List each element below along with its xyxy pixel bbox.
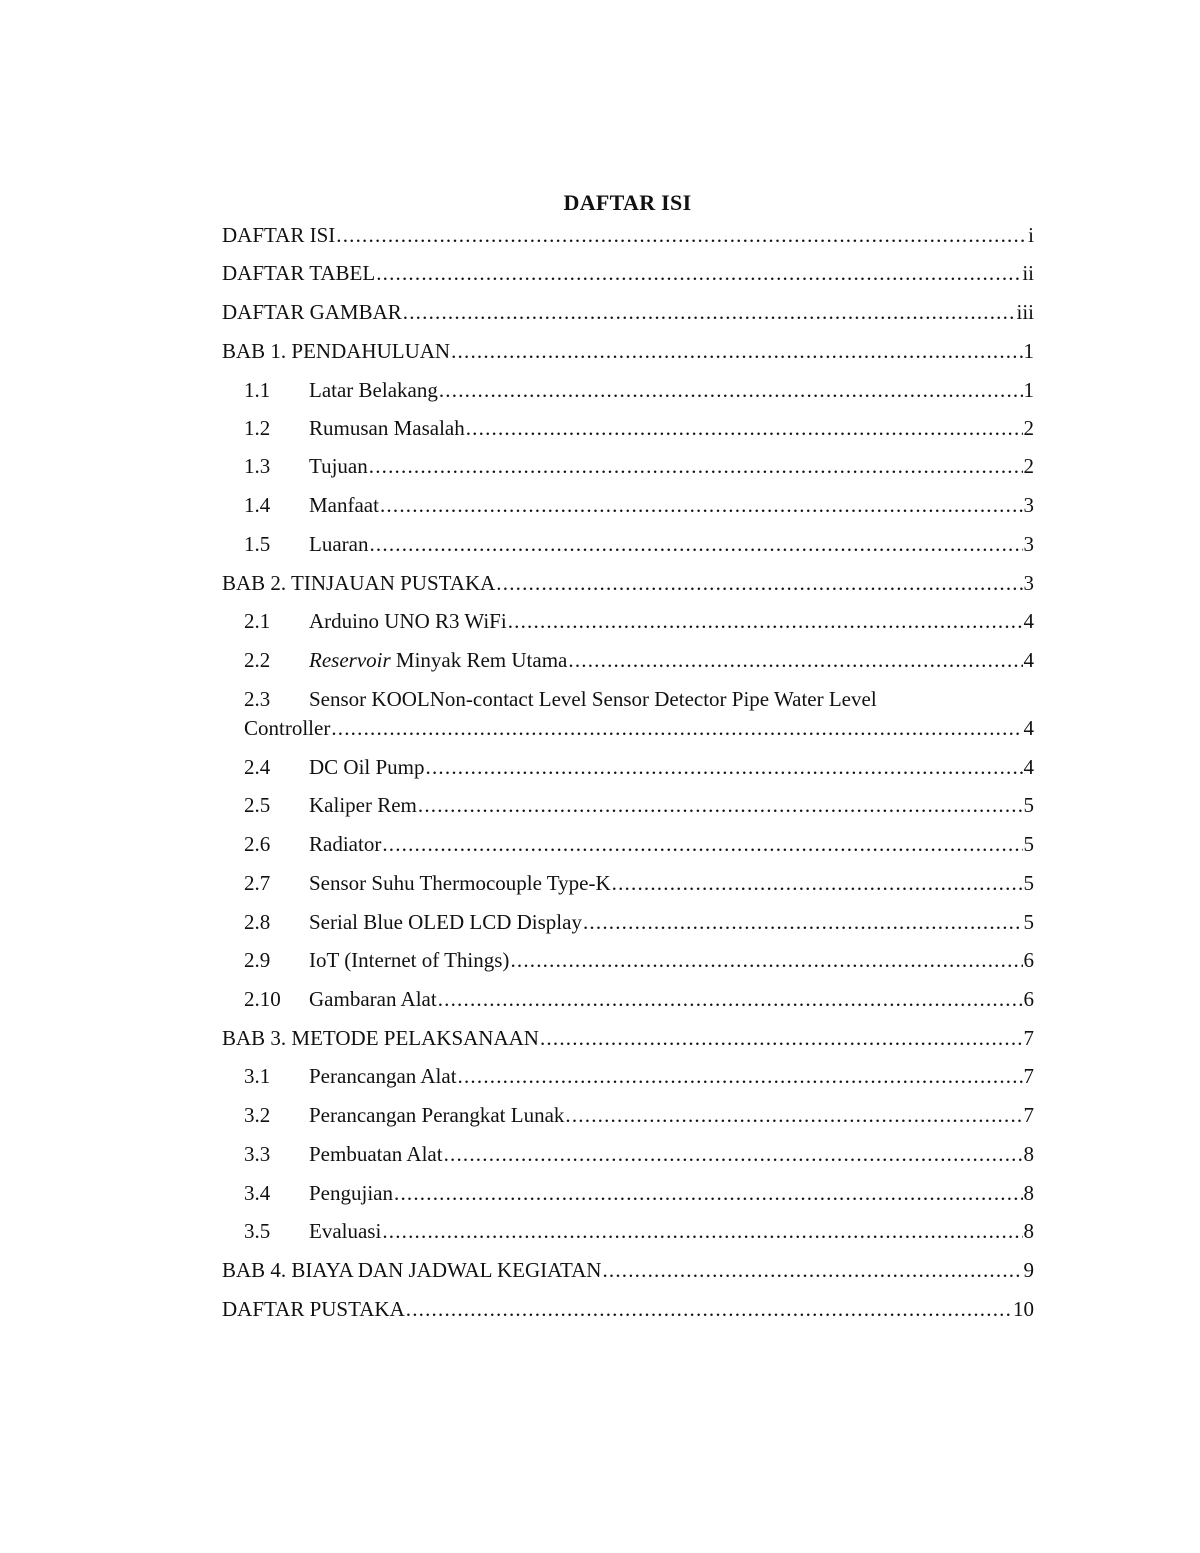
toc-entry-label: Sensor Suhu Thermocouple Type-K bbox=[309, 871, 611, 895]
toc-entry-2-8[interactable] bbox=[244, 908, 1034, 936]
toc-entry-daftar-pustaka[interactable] bbox=[222, 1295, 1034, 1323]
toc-entry-2-3-line1[interactable] bbox=[244, 685, 877, 713]
leader-dots bbox=[583, 908, 1023, 936]
toc-entry-1-1[interactable] bbox=[244, 376, 1034, 404]
toc-page-number: 4 bbox=[1023, 648, 1034, 672]
toc-entry-label: Manfaat bbox=[309, 493, 379, 517]
toc-page-number: 3 bbox=[1023, 493, 1034, 517]
toc-page-number: 3 bbox=[1023, 571, 1034, 595]
toc-page-number: 4 bbox=[1023, 755, 1034, 779]
toc-page-number: i bbox=[1028, 223, 1034, 247]
toc-entry-3-4[interactable] bbox=[244, 1179, 1034, 1207]
leader-dots bbox=[439, 376, 1023, 404]
leader-dots bbox=[496, 569, 1022, 597]
toc-entry-label: Serial Blue OLED LCD Display bbox=[309, 910, 582, 934]
toc-section-number: 1.3 bbox=[244, 454, 271, 478]
toc-entry-label: Pengujian bbox=[309, 1181, 393, 1205]
toc-page-number: 4 bbox=[1023, 716, 1034, 740]
toc-entry-label: Sensor KOOLNon-contact Level Sensor Detector Pipe Water Level bbox=[309, 687, 877, 711]
toc-entry-label: Kaliper Rem bbox=[309, 793, 417, 817]
toc-page-number: 7 bbox=[1023, 1103, 1034, 1127]
toc-entry-2-3-line2[interactable] bbox=[244, 714, 1034, 742]
toc-page-number: 8 bbox=[1023, 1181, 1034, 1205]
toc-section-number: 3.5 bbox=[244, 1219, 271, 1243]
leader-dots bbox=[376, 259, 1021, 287]
toc-section-number: 2.5 bbox=[244, 793, 271, 817]
leader-dots bbox=[426, 753, 1023, 781]
toc-page-number: 5 bbox=[1023, 910, 1034, 934]
leader-dots bbox=[418, 791, 1023, 819]
leader-dots bbox=[565, 1101, 1022, 1129]
toc-entry-3-5[interactable] bbox=[244, 1217, 1034, 1245]
toc-entry-bab-2[interactable] bbox=[222, 569, 1034, 597]
toc-entry-2-2[interactable] bbox=[244, 646, 1034, 674]
toc-page-number: 8 bbox=[1023, 1219, 1034, 1243]
toc-section-number: 2.1 bbox=[244, 609, 271, 633]
leader-dots bbox=[331, 714, 1022, 742]
leader-dots bbox=[612, 869, 1023, 897]
toc-entry-2-7[interactable] bbox=[244, 869, 1034, 897]
toc-entry-2-6[interactable] bbox=[244, 830, 1034, 858]
toc-entry-daftar-gambar[interactable] bbox=[222, 298, 1034, 326]
toc-entry-label: BAB 2. TINJAUAN PUSTAKA bbox=[222, 571, 496, 595]
leader-dots bbox=[382, 1217, 1022, 1245]
toc-page-number: 7 bbox=[1023, 1026, 1034, 1050]
leader-dots bbox=[444, 1140, 1023, 1168]
toc-entry-1-5[interactable] bbox=[244, 530, 1034, 558]
toc-entry-label: Luaran bbox=[309, 532, 369, 556]
toc-entry-label: Rumusan Masalah bbox=[309, 416, 465, 440]
toc-entry-label bbox=[309, 646, 567, 674]
leader-dots bbox=[508, 607, 1023, 635]
toc-section-number: 2.2 bbox=[244, 648, 271, 672]
toc-entry-label: Gambaran Alat bbox=[309, 987, 437, 1011]
toc-entry-label: BAB 4. BIAYA DAN JADWAL KEGIATAN bbox=[222, 1258, 602, 1282]
leader-dots bbox=[438, 985, 1023, 1013]
toc-entry-label: IoT (Internet of Things) bbox=[309, 948, 510, 972]
toc-section-number: 2.7 bbox=[244, 871, 271, 895]
toc-section-number: 1.5 bbox=[244, 532, 271, 556]
toc-entry-label: Tujuan bbox=[309, 454, 368, 478]
toc-entry-2-4[interactable] bbox=[244, 753, 1034, 781]
toc-section-number: 3.2 bbox=[244, 1103, 271, 1127]
toc-page-number: 6 bbox=[1023, 987, 1034, 1011]
toc-entry-label: Arduino UNO R3 WiFi bbox=[309, 609, 507, 633]
toc-page-number: 4 bbox=[1023, 609, 1034, 633]
toc-page-number: 5 bbox=[1023, 793, 1034, 817]
toc-entry-label: DAFTAR ISI bbox=[222, 223, 336, 247]
toc-entry-2-9[interactable] bbox=[244, 946, 1034, 974]
toc-entry-label: Perancangan Perangkat Lunak bbox=[309, 1103, 565, 1127]
toc-entry-1-2[interactable] bbox=[244, 414, 1034, 442]
toc-page-number: 5 bbox=[1023, 832, 1034, 856]
toc-page-number: 2 bbox=[1023, 416, 1034, 440]
toc-page-number: 3 bbox=[1023, 532, 1034, 556]
toc-page-number: 8 bbox=[1023, 1142, 1034, 1166]
leader-dots bbox=[568, 646, 1022, 674]
toc-page-number: 1 bbox=[1023, 378, 1034, 402]
leader-dots bbox=[406, 1295, 1012, 1323]
toc-entry-2-5[interactable] bbox=[244, 791, 1034, 819]
toc-section-number: 3.4 bbox=[244, 1181, 271, 1205]
toc-page-number: 6 bbox=[1023, 948, 1034, 972]
leader-dots bbox=[336, 221, 1027, 249]
toc-section-number: 2.10 bbox=[244, 987, 281, 1011]
toc-page-number: 2 bbox=[1023, 454, 1034, 478]
toc-entry-1-4[interactable] bbox=[244, 491, 1034, 519]
toc-page-number: 10 bbox=[1013, 1297, 1034, 1321]
leader-dots bbox=[510, 946, 1022, 974]
toc-entry-label: BAB 1. PENDAHULUAN bbox=[222, 339, 451, 363]
toc-section-number: 2.9 bbox=[244, 948, 271, 972]
toc-entry-2-10[interactable] bbox=[244, 985, 1034, 1013]
toc-page-number: iii bbox=[1016, 300, 1034, 324]
toc-entry-label: Evaluasi bbox=[309, 1219, 382, 1243]
toc-entry-label-continued: Controller bbox=[244, 716, 331, 740]
leader-dots bbox=[380, 491, 1023, 519]
leader-dots bbox=[369, 530, 1022, 558]
toc-entry-bab-1[interactable] bbox=[222, 337, 1034, 365]
toc-entry-label: Perancangan Alat bbox=[309, 1064, 457, 1088]
toc-entry-3-1[interactable] bbox=[244, 1062, 1034, 1090]
toc-section-number: 1.1 bbox=[244, 378, 271, 402]
toc-page-number: 7 bbox=[1023, 1064, 1034, 1088]
toc-section-number: 2.8 bbox=[244, 910, 271, 934]
toc-entry-3-3[interactable] bbox=[244, 1140, 1034, 1168]
toc-section-number: 1.2 bbox=[244, 416, 271, 440]
leader-dots bbox=[369, 452, 1023, 480]
toc-entry-1-3[interactable] bbox=[244, 452, 1034, 480]
toc-entry-label: Radiator bbox=[309, 832, 382, 856]
leader-dots bbox=[466, 414, 1023, 442]
leader-dots bbox=[458, 1062, 1023, 1090]
toc-page-number: 9 bbox=[1023, 1258, 1034, 1282]
toc-page-number: 1 bbox=[1023, 339, 1034, 363]
toc-section-number: 3.1 bbox=[244, 1064, 271, 1088]
toc-entry-label-rest: Minyak Rem Utama bbox=[390, 648, 568, 672]
toc-section-number: 2.3 bbox=[244, 687, 271, 711]
toc-section-number: 3.3 bbox=[244, 1142, 271, 1166]
toc-page-number: 5 bbox=[1023, 871, 1034, 895]
toc-entry-label: Pembuatan Alat bbox=[309, 1142, 443, 1166]
toc-entry-label: BAB 3. METODE PELAKSANAAN bbox=[222, 1026, 539, 1050]
toc-section-number: 2.4 bbox=[244, 755, 271, 779]
toc-entry-bab-3[interactable] bbox=[222, 1024, 1034, 1052]
leader-dots bbox=[451, 337, 1022, 365]
toc-entry-bab-4[interactable] bbox=[222, 1256, 1034, 1284]
toc-section-number: 2.6 bbox=[244, 832, 271, 856]
toc-entry-2-1[interactable] bbox=[244, 607, 1034, 635]
leader-dots bbox=[540, 1024, 1023, 1052]
toc-entry-label: DAFTAR PUSTAKA bbox=[222, 1297, 405, 1321]
leader-dots bbox=[403, 298, 1016, 326]
page-title: DAFTAR ISI bbox=[563, 190, 692, 215]
leader-dots bbox=[382, 830, 1022, 858]
toc-entry-daftar-tabel[interactable] bbox=[222, 259, 1034, 287]
toc-entry-label: DC Oil Pump bbox=[309, 755, 425, 779]
toc-entry-label: Latar Belakang bbox=[309, 378, 438, 402]
leader-dots bbox=[394, 1179, 1023, 1207]
toc-entry-label: DAFTAR GAMBAR bbox=[222, 300, 402, 324]
toc-section-number: 1.4 bbox=[244, 493, 271, 517]
toc-entry-label: DAFTAR TABEL bbox=[222, 261, 376, 285]
toc-entry-label-italic: Reservoir bbox=[309, 648, 391, 672]
toc-entry-daftar-isi[interactable] bbox=[222, 221, 1034, 249]
leader-dots bbox=[602, 1256, 1022, 1284]
toc-page-number: ii bbox=[1022, 261, 1034, 285]
toc-entry-3-2[interactable] bbox=[244, 1101, 1034, 1129]
